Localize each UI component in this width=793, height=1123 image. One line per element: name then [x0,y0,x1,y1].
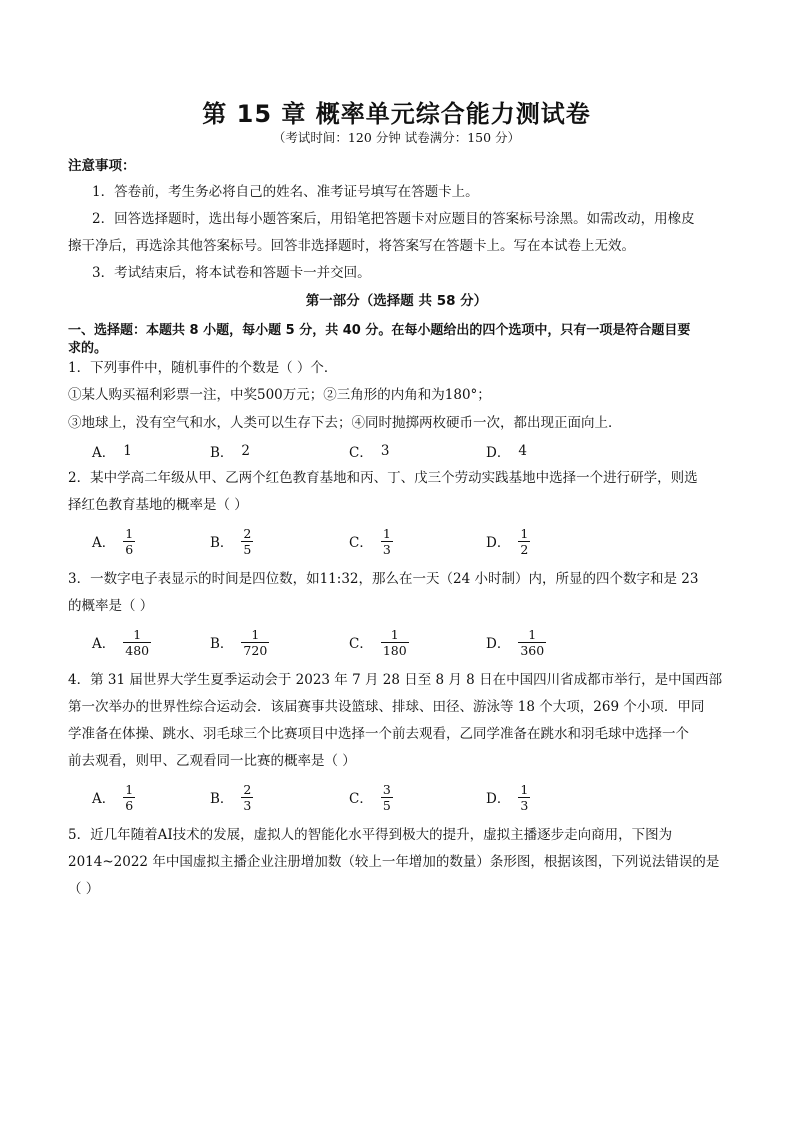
option-a[interactable]: A． $\frac{1}{480}$ [92,626,150,658]
fraction: $\frac{1}{3}$ [520,781,529,813]
note-item: 1．答卷前，考生务必将自己的姓名、准考证号填写在答题卡上。 [92,184,479,200]
notes-heading: 注意事项： [68,158,136,174]
question-4-line: 学准备在体操、跳水、羽毛球三个比赛项目中选择一个前去观看，乙同学准备在跳水和羽毛球中选择一个 [68,726,689,742]
fraction: $\frac{1}{6}$ [125,525,134,557]
question-5-line: 2014~2022 年中国虚拟主播企业注册增加数（较上一年增加的数量）条形图，根据该图，下列说法错误的是 [68,854,720,870]
option-b[interactable]: B． 2 [210,443,251,461]
question-4-line: 前去观看，则甲、乙观看同一比赛的概率是（ ） [68,753,356,769]
option-a[interactable]: A． $\frac{1}{6}$ [92,525,134,557]
question-5-line: （ ） [68,881,100,897]
option-b[interactable]: B． $\frac{2}{5}$ [210,525,252,557]
note-item: 2．回答选择题时，选出每小题答案后，用铅笔把答题卡对应题目的答案标号涂黑。如需改动，用橡皮 [92,211,695,227]
section-heading: 第一部分（选择题 共 58 分） [305,293,488,309]
option-a[interactable]: A． $\frac{1}{6}$ [92,781,134,813]
option-a[interactable]: A． 1 [92,443,132,461]
option-c[interactable]: C． 3 [349,443,390,461]
fraction: $\frac{3}{5}$ [382,781,391,813]
option-d[interactable]: D． $\frac{1}{360}$ [486,626,545,658]
question-4-line: 第一次举办的世界性综合运动会．该届赛事共设篮球、排球、田径、游泳等 18 个大项，269 个小项．甲同 [68,699,705,715]
fraction: $\frac{1}{480}$ [125,626,150,658]
section-instruction: 一、选择题：本题共 8 小题，每小题 5 分，共 40 分。在每小题给出的四个选项中，只有一项是符合题目要 [68,323,691,338]
option-b[interactable]: B． $\frac{2}{3}$ [210,781,252,813]
question-2-stem: 2．某中学高二年级从甲、乙两个红色教育基地和丙、丁、戊三个劳动实践基地中选择一个进行研学，则选 [68,470,698,486]
page-title: 第 15 章 概率单元综合能力测试卷 [202,100,591,128]
option-c[interactable]: C． $\frac{3}{5}$ [349,781,391,813]
question-1-line: ③地球上，没有空气和水，人类可以生存下去；④同时抛掷两枚硬币一次，都出现正面向上． [68,415,622,431]
fraction: $\frac{2}{3}$ [243,781,252,813]
page-subtitle: （考试时间：120 分钟 试卷满分：150 分） [272,130,521,145]
option-c[interactable]: C． $\frac{1}{180}$ [349,626,407,658]
note-item-cont: 擦干净后，再选涂其他答案标号。回答非选择题时，将答案写在答题卡上。写在本试卷上无效。 [68,238,635,254]
section-instruction-cont: 求的。 [68,341,108,356]
fraction: $\frac{1}{2}$ [520,525,529,557]
fraction: $\frac{2}{5}$ [243,525,252,557]
option-c[interactable]: C． $\frac{1}{3}$ [349,525,391,557]
fraction: $\frac{1}{360}$ [520,626,545,658]
question-3-line: 的概率是（ ） [68,598,154,614]
question-2-line: 择红色教育基地的概率是（ ） [68,497,248,513]
question-4-stem: 4．第 31 届世界大学生夏季运动会于 2023 年 7 月 28 日至 8 月 8 日在中国四川省成都市举行，是中国西部 [68,672,723,688]
option-d[interactable]: D． 4 [486,443,527,461]
question-1-stem: 1．下列事件中，随机事件的个数是（ ）个． [68,360,338,376]
fraction: $\frac{1}{6}$ [125,781,134,813]
option-d[interactable]: D． $\frac{1}{2}$ [486,525,529,557]
option-d[interactable]: D． $\frac{1}{3}$ [486,781,529,813]
fraction: $\frac{1}{720}$ [243,626,268,658]
question-3-stem: 3．一数字电子表显示的时间是四位数，如11:32，那么在一天（24 小时制）内，所显的四个数字和是 23 [68,571,699,587]
fraction: $\frac{1}{3}$ [382,525,391,557]
fraction: $\frac{1}{180}$ [382,626,407,658]
question-5-stem: 5．近几年随着AI技术的发展，虚拟人的智能化水平得到极大的提升，虚拟主播逐步走向商用，下图为 [68,827,673,843]
note-item: 3．考试结束后，将本试卷和答题卡一并交回。 [92,265,371,281]
option-b[interactable]: B． $\frac{1}{720}$ [210,626,268,658]
question-1-line: ①某人购买福利彩票一注，中奖500万元；②三角形的内角和为180°； [68,387,491,403]
